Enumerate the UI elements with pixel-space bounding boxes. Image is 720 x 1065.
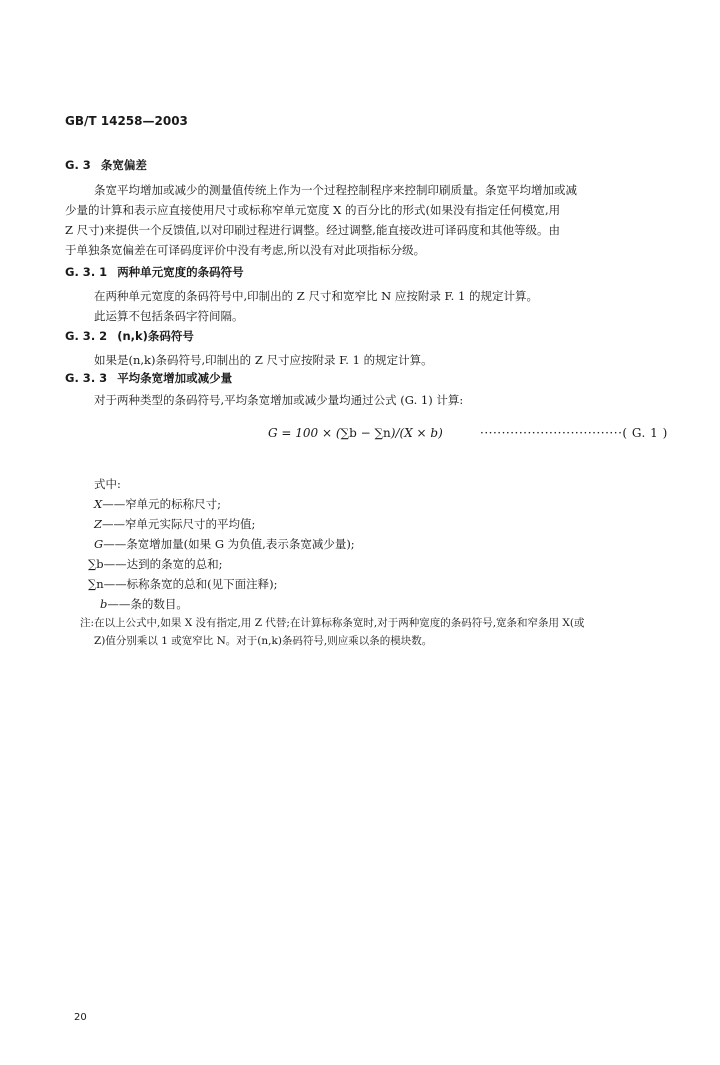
document-code: GB/T 14258—2003 <box>65 114 188 128</box>
where-item <box>88 574 277 594</box>
where-text: ——标称条宽的总和(见下面注释); <box>103 577 278 591</box>
where-symbol: b <box>100 597 108 611</box>
where-text: ——窄单元实际尺寸的平均值; <box>102 517 256 531</box>
where-item <box>100 594 188 614</box>
section-title: 平均条宽增加或减少量 <box>117 371 233 385</box>
where-item <box>94 534 355 554</box>
section-number: G. 3. 2 <box>65 329 108 343</box>
section-title: 条宽偏差 <box>100 158 147 172</box>
paragraph-line: 少量的计算和表示应直接使用尺寸或标称窄单元宽度 X 的百分比的形式(如果没有指定任何模宽,用 <box>65 203 561 217</box>
paragraph-line: Z 尺寸)来提供一个反馈值,以对印刷过程进行调整。经过调整,能直接改进可译码度和其他等级。由 <box>65 223 560 237</box>
section-number: G. 3 <box>65 158 91 172</box>
section-number: G. 3. 3 <box>65 371 108 385</box>
formula-label: ( G. 1 ) <box>622 426 668 440</box>
section-title: (n,k)条码符号 <box>117 329 194 343</box>
section-g31-heading <box>65 264 244 280</box>
sum-n-symbol: ∑n <box>374 426 391 440</box>
where-text: ——条宽增加量(如果 G 为负值,表示条宽减少量); <box>103 537 355 551</box>
where-item <box>94 494 221 514</box>
where-text: ——条的数目。 <box>107 597 188 611</box>
section-title: 两种单元宽度的条码符号 <box>117 265 244 279</box>
paragraph-line: 对于两种类型的条码符号,平均条宽增加或减少量均通过公式 (G. 1) 计算: <box>94 393 464 407</box>
paragraph-line: 此运算不包括条码字符间隔。 <box>94 309 244 323</box>
section-g3-heading <box>65 157 147 173</box>
paragraph-line: 于单独条宽偏差在可译码度评价中没有考虑,所以没有对此项指标分级。 <box>65 243 426 257</box>
where-item <box>94 514 255 534</box>
note-line: Z)值分别乘以 1 或宽窄比 N。对于(n,k)条码符号,则应乘以条的模块数。 <box>94 635 433 647</box>
section-g33-heading <box>65 370 232 386</box>
where-symbol: ∑b <box>88 557 104 571</box>
paragraph-line: 在两种单元宽度的条码符号中,印制出的 Z 尺寸和宽窄比 N 应按附录 F. 1 的规定计算。 <box>94 289 538 303</box>
where-item <box>88 554 222 574</box>
paragraph-line: 条宽平均增加或减少的测量值传统上作为一个过程控制程序来控制印刷质量。条宽平均增加或减 <box>94 183 577 197</box>
where-symbol: Z <box>94 517 102 531</box>
where-text: ——窄单元的标称尺寸; <box>102 497 222 511</box>
formula-right: )/(X × b) <box>390 426 443 440</box>
formula-leader <box>480 426 668 440</box>
page-number: 20 <box>74 1012 87 1023</box>
formula-minus: − <box>356 426 375 440</box>
where-intro: 式中: <box>94 477 121 491</box>
where-symbol: G <box>94 537 104 551</box>
sum-b-symbol: ∑b <box>340 426 357 440</box>
note-line: 注:在以上公式中,如果 X 没有指定,用 Z 代替;在计算标称条宽时,对于两种宽度的条码符号,宽条和窄条用 X(或 <box>80 617 585 629</box>
paragraph-line: 如果是(n,k)条码符号,印制出的 Z 尺寸应按附录 F. 1 的规定计算。 <box>94 353 433 367</box>
where-symbol: ∑n <box>88 577 104 591</box>
where-symbol: X <box>94 497 103 511</box>
section-number: G. 3. 1 <box>65 265 108 279</box>
section-g32-heading <box>65 328 194 344</box>
formula-g1 <box>268 426 443 440</box>
formula-left: G = 100 × ( <box>268 426 341 440</box>
formula-dots: ································· <box>480 426 623 440</box>
where-text: ——达到的条宽的总和; <box>103 557 223 571</box>
